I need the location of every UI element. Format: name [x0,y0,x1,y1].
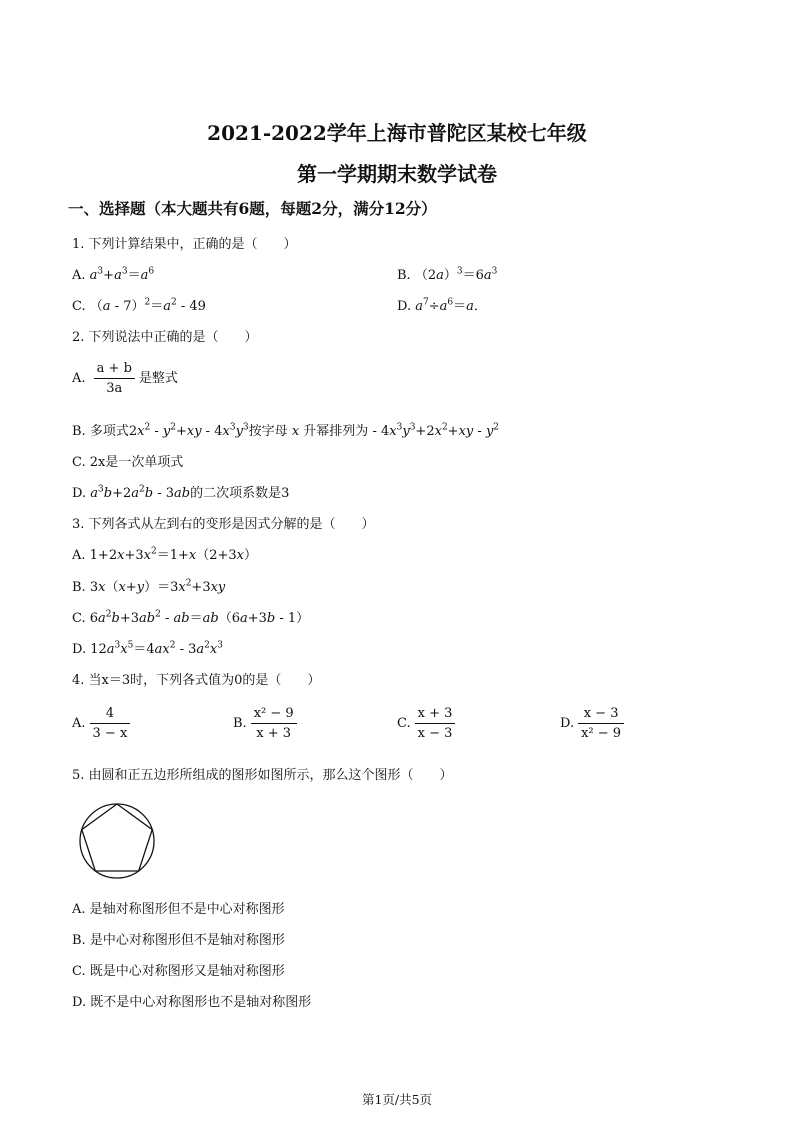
q1-option-b: B. $(2a)^3=6a^3$ [397,266,498,283]
q2-option-c: C. 2x是一次单项式 [72,455,184,470]
q3-option-b: B. $3x(x+y)=3x^2+3xy$ [72,578,226,595]
page-footer: 第1页/共5页 [361,1092,433,1107]
exam-title-line2: 第一学期期末数学试卷 [297,162,497,186]
q5-stem: 5. 由圆和正五边形所组成的图形如图所示，那么这个图形（ ） [72,768,453,783]
q4-option-a: A. $\frac{4}{3 - x}$ [72,706,134,741]
q3-option-d: D. $12a^3x^5=4ax^2 - 3a^2x^3$ [72,640,223,657]
section-heading: 一、选择题（本大题共有6题，每题2分，满分12分） [68,199,437,218]
q1-option-a: A. $a^3+a^3=a^6$ [72,266,155,283]
q5-option-d: D. 既不是中心对称图形也不是轴对称图形 [72,995,312,1010]
q3-option-a: A. $1+2x+3x^2=1+x(2+3x)$ [72,546,257,563]
q5-option-a: A. 是轴对称图形但不是中心对称图形 [72,902,285,917]
q5-option-c: C. 既是中心对称图形又是轴对称图形 [72,964,285,979]
circle-pentagon-figure [74,802,164,882]
q4-stem: 4. 当x＝3时，下列各式值为0的是（ ） [72,673,321,688]
q1-option-c: C. $(a - 7)^2=a^2 - 49$ [72,297,206,314]
q4-option-c: C. $\frac{x + 3}{x - 3}$ [397,706,459,741]
q1-stem: 1. 下列计算结果中，正确的是（ ） [72,237,297,252]
q2-stem: 2. 下列说法中正确的是（ ） [72,330,258,345]
exam-title-line1: 2021-2022学年上海市普陀区某校七年级 [207,121,587,145]
q3-option-c: C. $6a^2b+3ab^2 - ab=ab(6a+3b - 1)$ [72,609,310,626]
q2-a-fraction: $\frac{a + b}{3a}$ [94,361,135,396]
q2-option-a: A. $\frac{a + b}{3a}$ 是整式 [72,361,178,396]
q2-option-d: D. $a^3b+2a^2b - 3ab$的二次项系数是3 [72,484,290,501]
q5-option-b: B. 是中心对称图形但不是轴对称图形 [72,933,285,948]
q4-option-d: D. $\frac{x - 3}{\text{x² − 9}}$ [560,706,628,741]
figure-circle [80,804,154,878]
q1-option-d: D. $a^7\div a^6=a$． [397,297,487,314]
q4-option-b: B. $\frac{\text{x² − 9}}{x + 3}$ [233,706,301,741]
q2-option-b: B. 多项式$2x^2 - y^2+xy - 4x^3y^3$按字母 x 升幂排列为 - $4x^3y^3+2x^2+xy - y^2$ [72,422,500,439]
q3-stem: 3. 下列各式从左到右的变形是因式分解的是（ ） [72,517,375,532]
